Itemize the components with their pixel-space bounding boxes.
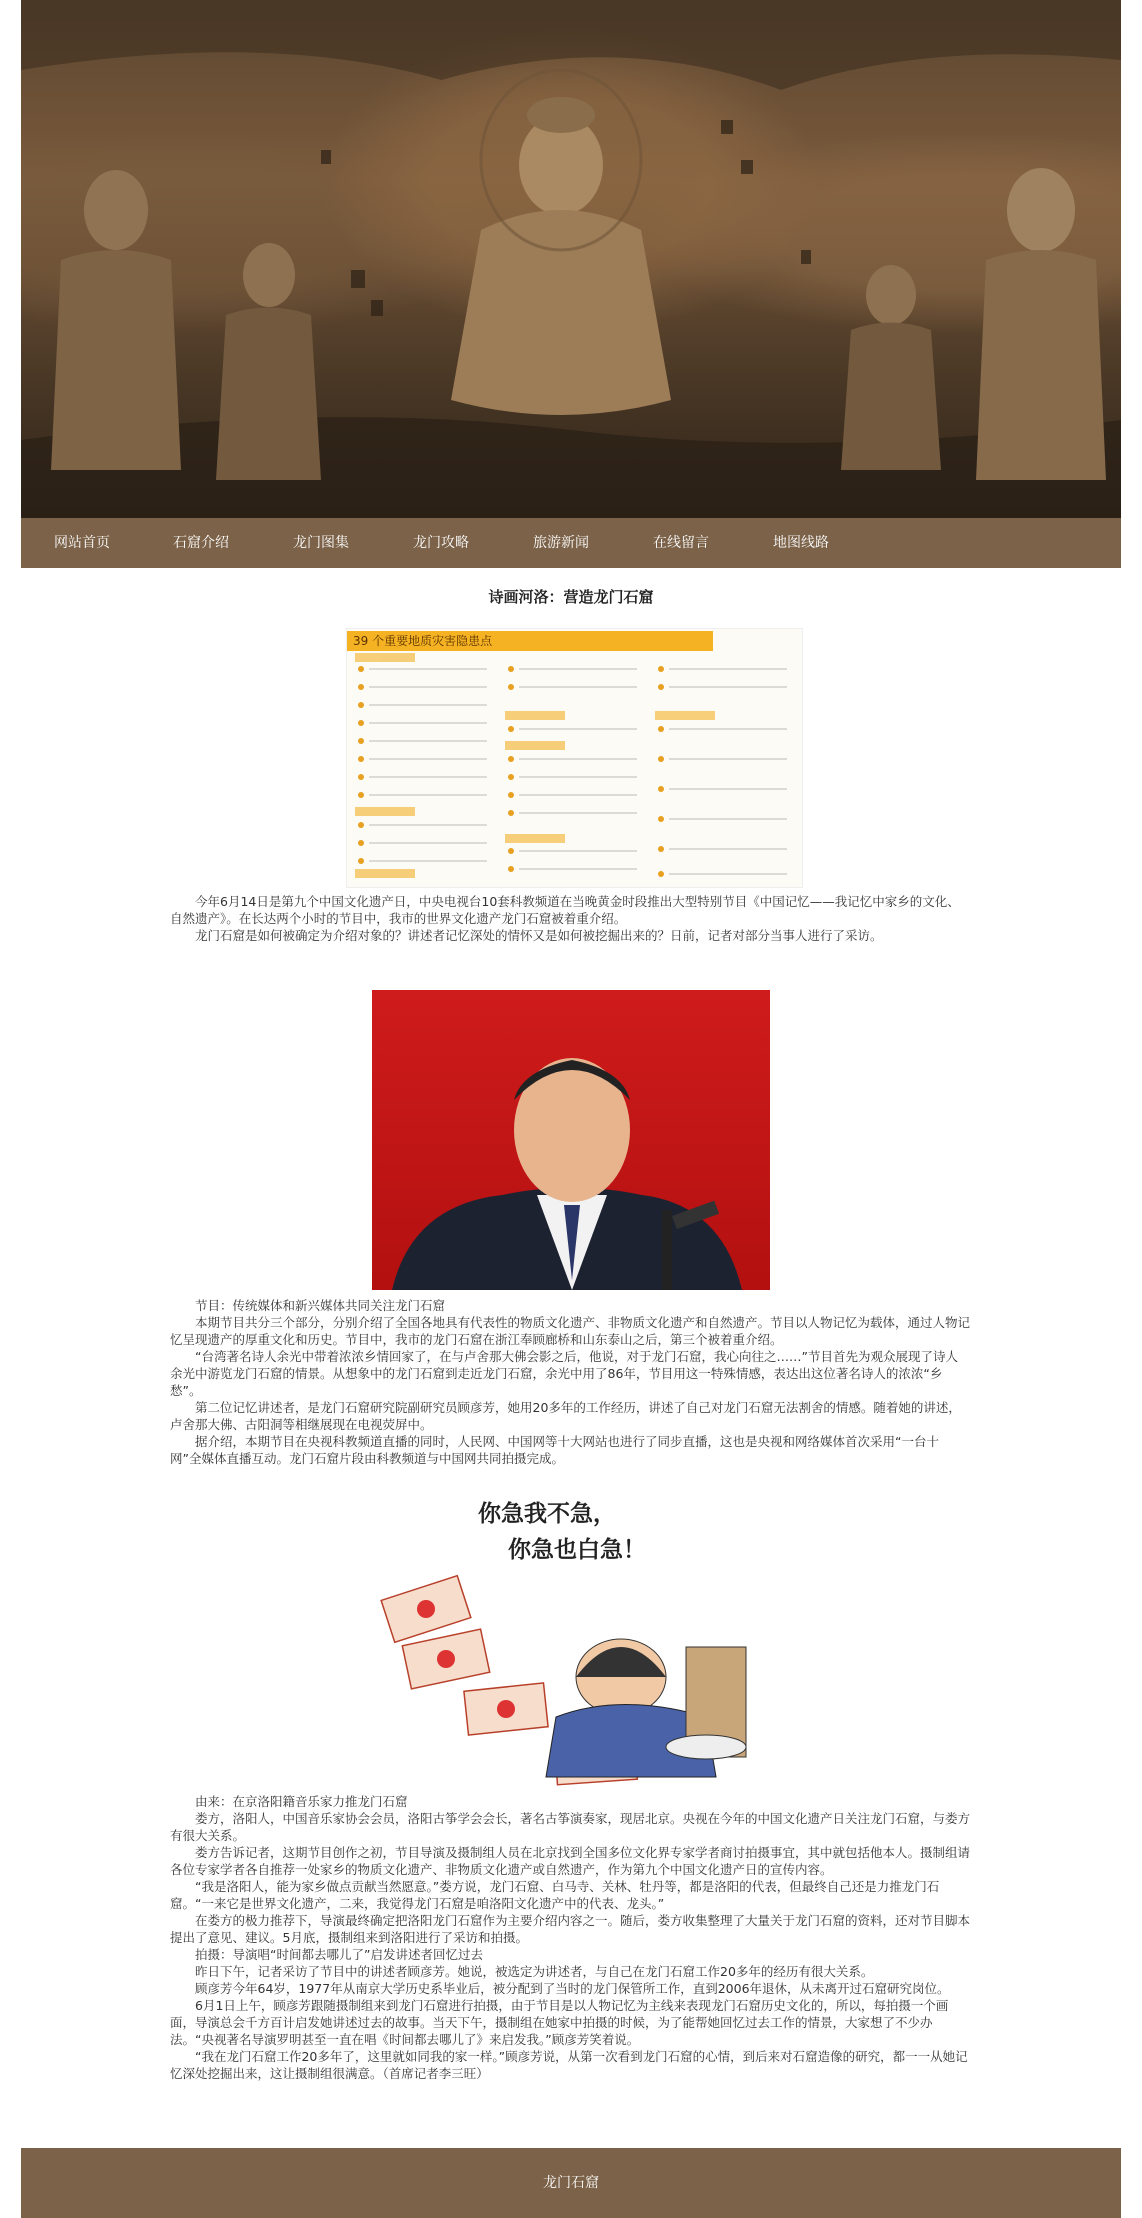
- main-nav: [21, 518, 1121, 568]
- section-heading: 拍摄：导演唱“时间都去哪儿了”启发讲述者回忆过去: [195, 1947, 483, 1962]
- nav-item-home[interactable]: 网站首页: [54, 535, 110, 551]
- table-image-content: [347, 629, 802, 887]
- table-image-header: 39 个重要地质灾害隐患点: [347, 631, 713, 651]
- paragraph: 娄方，洛阳人，中国音乐家协会会员，洛阳古筝学会会长，著名古筝演奏家，现居北京。央视在今年的中国文化遗产日关注龙门石窟，与娄方有很大关系。: [170, 1811, 971, 1843]
- portrait-illustration: [372, 990, 770, 1290]
- paragraph: 龙门石窟是如何被确定为介绍对象的？讲述者记忆深处的情怀又是如何被挖掘出来的？日前，记者对部分当事人进行了采访。: [195, 928, 883, 943]
- paragraph: 娄方告诉记者，这期节目创作之初，节目导演及摄制组人员在北京找到全国多位文化界专家学者商讨拍摄事宜，其中就包括他本人。摄制组请各位专家学者各自推荐一处家乡的物质文化遗产、非物质文化遗产或自然遗产，作为第九个中国文化遗产日的宣传内容。: [170, 1845, 971, 1877]
- paragraph: 6月1日上午，顾彦芳跟随摄制组来到龙门石窟进行拍摄，由于节目是以人物记忆为主线来表现龙门石窟历史文化的，所以，每拍摄一个画面，导演总会千方百计启发她讲述过去的故事。当天下午，摄制组在她家中拍摄的时候，为了能帮她回忆过去工作的情景，大家想了不少办法。“央视著名导演罗明甚至一直在唱《时间都去哪儿了》来启发我。”顾彦芳笑着说。: [170, 1998, 949, 2047]
- nav-item-news[interactable]: 旅游新闻: [533, 535, 589, 551]
- buddha-statues-illustration: [21, 0, 1121, 518]
- paragraph: 今年6月14日是第九个中国文化遗产日，中央电视台10套科教频道在当晚黄金时段推出大型特别节目《中国记忆——我记忆中家乡的文化、自然遗产》。在长达两个小时的节目中，我市的世界文化遗产龙门石窟被着重介绍。: [170, 894, 960, 926]
- cartoon-caption-line2: 你急也白急！: [508, 1537, 646, 1563]
- paragraph: “台湾著名诗人余光中带着浓浓乡情回家了，在与卢舍那大佛会影之后，他说，对于龙门石窟，我心向往之……”节目首先为观众展现了诗人余光中游览龙门石窟的情景。从想象中的龙门石窟到走近龙门石窟，余光中用了86年，节目用这一特殊情感，表达出这位著名诗人的浓浓“乡愁”。: [170, 1349, 958, 1398]
- paragraph: 据介绍，本期节目在央视科教频道直播的同时，人民网、中国网等十大网站也进行了同步直播，这也是央视和网络媒体首次采用“一台十网”全媒体直播互动。龙门石窟片段由科教频道与中国网共同拍摄完成。: [170, 1434, 939, 1466]
- paragraph: 本期节目共分三个部分，分别介绍了全国各地具有代表性的物质文化遗产、非物质文化遗产和自然遗产。节目以人物记忆为载体，通过人物记忆呈现遗产的厚重文化和历史。节目中，我市的龙门石窟在浙江奉顾廊桥和山东泰山之后，第三个被着重介绍。: [170, 1315, 971, 1347]
- paragraph: 昨日下午，记者采访了节目中的讲述者顾彦芳。她说，被选定为讲述者，与自己在龙门石窟工作20多年的经历有很大关系。: [195, 1964, 874, 1979]
- paragraph: 第二位记忆讲述者，是龙门石窟研究院副研究员顾彦芳，她用20多年的工作经历，讲述了自己对龙门石窟无法割舍的情感。随着她的讲述，卢舍那大佛、古阳洞等相继展现在电视荧屏中。: [170, 1400, 961, 1432]
- portrait-photo: [372, 990, 770, 1290]
- paragraph: 顾彦芳今年64岁，1977年从南京大学历史系毕业后，被分配到了当时的龙门保管所工作，直到2006年退休，从未离开过石窟研究岗位。: [195, 1981, 950, 1996]
- article-section-origin: [170, 1793, 970, 2082]
- nav-item-guide[interactable]: 龙门攻略: [413, 535, 469, 551]
- hero-banner-image: [21, 0, 1121, 518]
- nav-item-gallery[interactable]: 龙门图集: [293, 535, 349, 551]
- section-heading: 节目：传统媒体和新兴媒体共同关注龙门石窟: [195, 1298, 446, 1313]
- footer: 龙门石窟: [21, 2148, 1121, 2218]
- nav-item-map-route[interactable]: 地图线路: [773, 535, 829, 551]
- article-intro: [170, 893, 970, 944]
- article-title: 诗画河洛：营造龙门石窟: [488, 588, 654, 606]
- cartoon-image: [346, 1487, 797, 1787]
- nav-item-grottoes-intro[interactable]: 石窟介绍: [173, 535, 229, 551]
- hazard-table-image: [346, 628, 803, 888]
- nav-item-message[interactable]: 在线留言: [653, 535, 709, 551]
- paragraph: “我是洛阳人，能为家乡做点贡献当然愿意。”娄方说，龙门石窟、白马寺、关林、牡丹等，都是洛阳的代表，但最终自己还是力推龙门石窟。“一来它是世界文化遗产，二来，我觉得龙门石窟是咱洛阳文化遗产中的代表、龙头。”: [170, 1879, 940, 1911]
- section-heading: 由来：在京洛阳籍音乐家力推龙门石窟: [195, 1794, 408, 1809]
- article-section-program: [170, 1297, 970, 1467]
- cartoon-caption-line1: 你急我不急，: [478, 1501, 616, 1527]
- paragraph: “我在龙门石窟工作20多年了，这里就如同我的家一样。”顾彦芳说，从第一次看到龙门石窟的心情，到后来对石窟造像的研究，都一一从她记忆深处挖掘出来，这让摄制组很满意。（首席记者李三旺）: [170, 2049, 968, 2081]
- paragraph: 在娄方的极力推荐下，导演最终确定把洛阳龙门石窟作为主要介绍内容之一。随后，娄方收集整理了大量关于龙门石窟的资料，还对节目脚本提出了意见、建议。5月底，摄制组来到洛阳进行了采访和拍摄。: [170, 1913, 971, 1945]
